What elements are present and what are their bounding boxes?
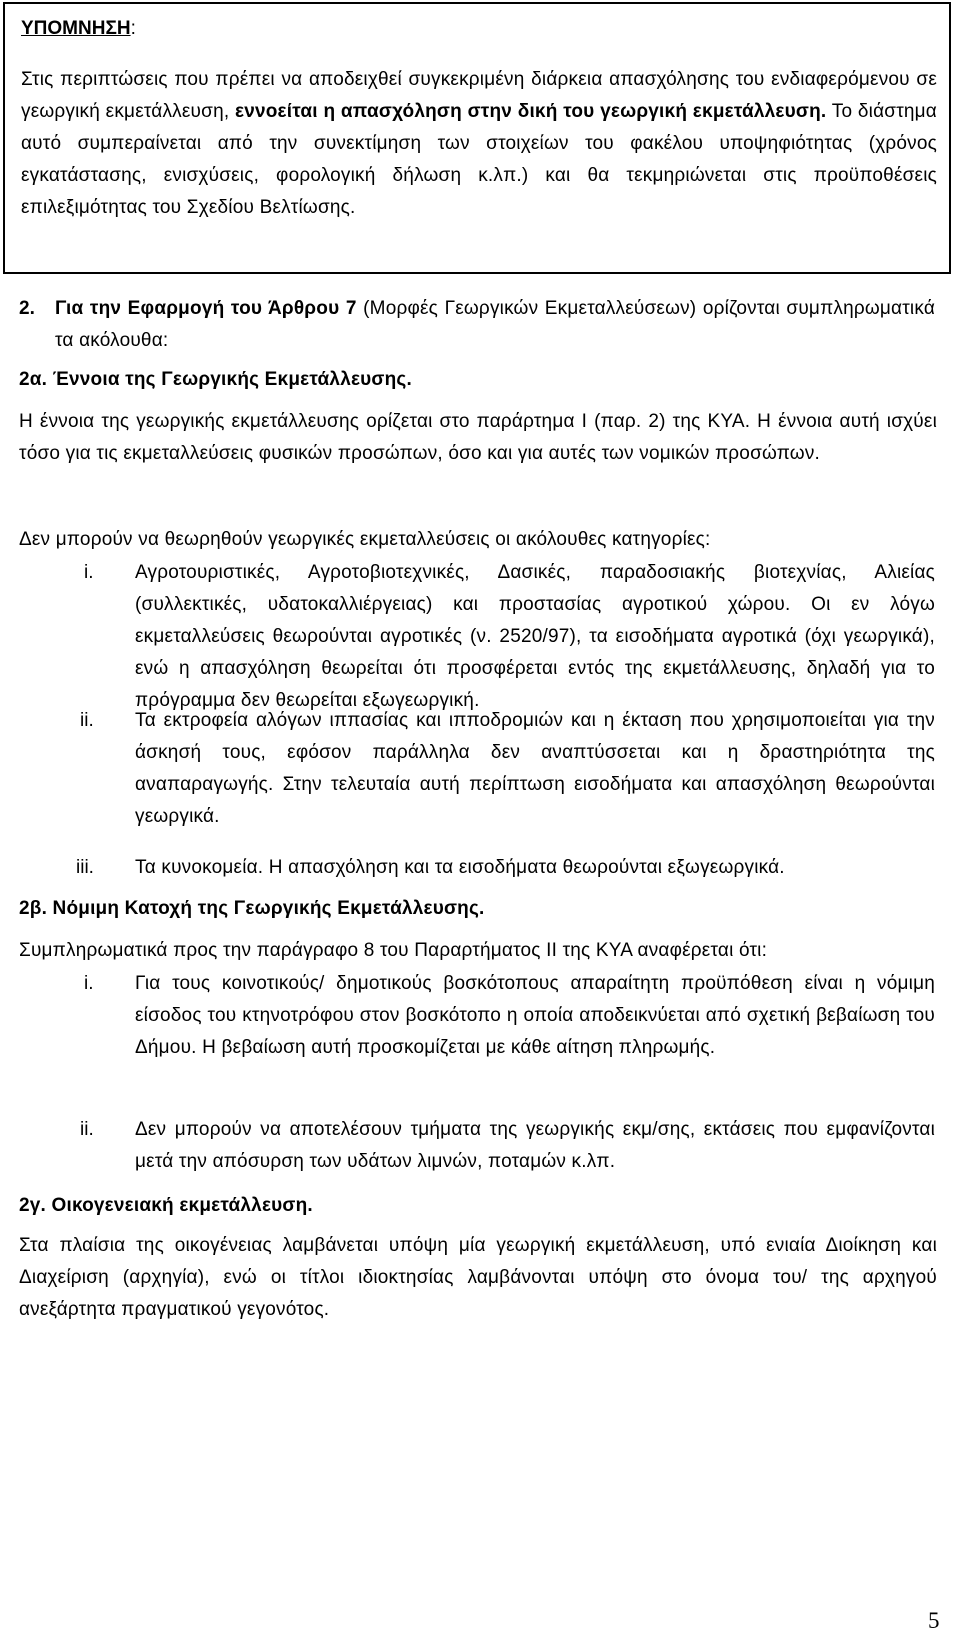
section-2a-paragraph: Η έννοια της γεωργικής εκμετάλλευσης ορίζεται στο παράρτημα Ι (παρ. 2) της ΚΥΑ. Η έννοια αυτή ισχύει τόσο για τις εκμεταλλεύσεις φυσικών προσώπων, όσο και για αυτές των νομικών προσώπων. (19, 411, 937, 464)
list-item: Δεν μπορούν να αποτελέσουν τμήματα της γεωργικής εκμ/σης, εκτάσεις που εμφανίζονται μετά την απόσυρση των υδάτων λιμνών, ποταμών κ.λπ. (135, 1119, 935, 1172)
reminder-title: ΥΠΟΜΝΗΣΗ: (21, 18, 136, 39)
section-2c-paragraph: Στα πλαίσια της οικογένειας λαμβάνεται υπόψη μία γεωργική εκμετάλλευση, υπό ενιαία Διοίκηση και Διαχείριση (αρχηγία), ενώ οι τίτλοι ιδιοκτησίας λαμβάνονται υπόψη στο όνομα του/ της αρχηγού ανεξάρτητα πραγματικού γεγονότος. (19, 1235, 937, 1320)
list-item: Αγροτουριστικές, Αγροτοβιοτεχνικές, Δασικές, παραδοσιακής βιοτεχνίας, Αλιείας (συλλεκτικές, υδατοκαλλιέργειας) και προστασίας αγροτικού χώρου. Οι εν λόγω εκμεταλλεύσεις θεωρούνται αγροτικές (ν. 2520/97), τα εισοδήματα αγροτικά (όχι γεωργικά), ενώ η απασχόληση θεωρείται ότι προσφέρεται εντός της εκμετάλλευσης, δηλαδή για το πρόγραμμα δεν θεωρείται εξωγεωργική. (135, 562, 935, 711)
section-2a-heading: 2α. Έννοια της Γεωργικής Εκμετάλλευσης. (19, 369, 412, 390)
list-item-number: i. (84, 973, 94, 994)
reminder-box (3, 2, 951, 274)
section-2-heading: Για την Εφαρμογή του Άρθρου 7 (Μορφές Γεωργικών Εκμεταλλεύσεων) ορίζονται συμπληρωματικά τα ακόλουθα: (55, 298, 935, 351)
page-number: 5 (928, 1608, 940, 1633)
section-2b-intro: Συμπληρωματικά προς την παράγραφο 8 του Παραρτήματος ΙΙ της ΚΥΑ αναφέρεται ότι: (19, 940, 768, 961)
list-item-number: ii. (80, 710, 94, 731)
list-item-number: iii. (76, 857, 94, 878)
list-item: Για τους κοινοτικούς/ δημοτικούς βοσκότοπους απαραίτητη προϋπόθεση είναι η νόμιμη είσοδος του κτηνοτρόφου στον βοσκότοπο η οποία αποδεικνύεται από σχετική βεβαίωση του Δήμου. Η βεβαίωση αυτή προσκομίζεται με κάθε αίτηση πληρωμής. (135, 973, 935, 1058)
section-2c-heading: 2γ. Οικογενειακή εκμετάλλευση. (19, 1195, 313, 1216)
section-2a-intro: Δεν μπορούν να θεωρηθούν γεωργικές εκμεταλλεύσεις οι ακόλουθες κατηγορίες: (19, 529, 711, 550)
list-item-number: i. (84, 562, 94, 583)
section-number: 2. (19, 298, 35, 319)
reminder-text: Στις περιπτώσεις που πρέπει να αποδειχθεί συγκεκριμένη διάρκεια απασχόλησης του ενδιαφερόμενου σε γεωργική εκμετάλλευση, εννοείται η απασχόληση στην δική του γεωργική εκμετάλλευση. Το διάστημα αυτό συμπεραίνεται από την συνεκτίμηση των στοιχείων του φακέλου υποψηφιότητας (χρόνος εγκατάστασης, ενισχύσεις, φορολογική δήλωση κ.λπ.) και θα τεκμηριώνεται στις προϋποθέσεις επιλεξιμότητας του Σχεδίου Βελτίωσης. (21, 69, 937, 218)
section-2b-heading: 2β. Νόμιμη Κατοχή της Γεωργικής Εκμετάλλευσης. (19, 898, 485, 919)
list-item: Τα εκτροφεία αλόγων ιππασίας και ιπποδρομιών και η έκταση που χρησιμοποιείται για την άσκησή τους, εφόσον παράλληλα δεν αναπτύσσεται και η δραστηριότητα της αναπαραγωγής. Στην τελευταία αυτή περίπτωση εισοδήματα και απασχόληση θεωρούνται γεωργικά. (135, 710, 935, 827)
list-item-number: ii. (80, 1119, 94, 1140)
list-item: Τα κυνοκομεία. Η απασχόληση και τα εισοδήματα θεωρούνται εξωγεωργικά. (135, 857, 785, 878)
